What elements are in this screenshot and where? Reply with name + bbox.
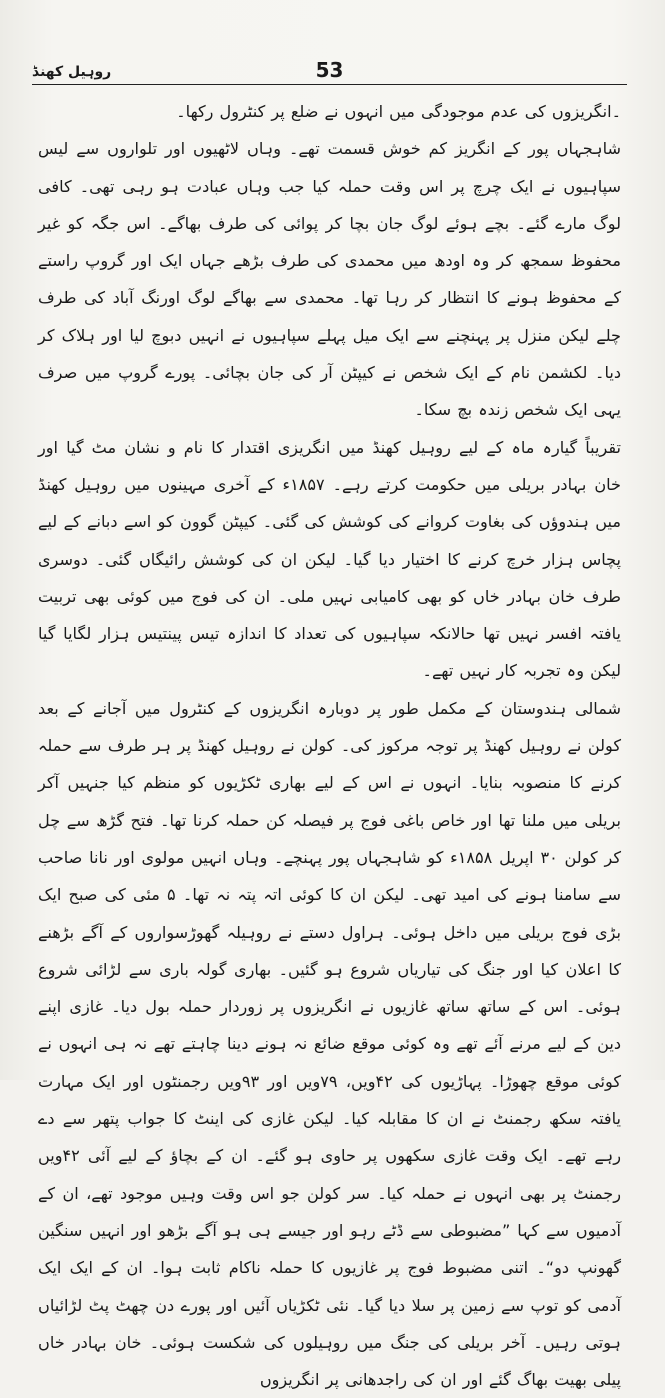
page-number: 53 (315, 58, 344, 82)
running-title: روہیل کھنڈ (32, 64, 112, 80)
paragraph: شاہجہاں پور کے انگریز کم خوش قسمت تھے۔ وہاں لاٹھیوں اور تلواروں سے لیس سپاہیوں نے ایک چرچ پر اس وقت حملہ کیا جب وہاں عبادت ہو رہی تھی۔ کافی لوگ مارے گئے۔ بچے ہوئے لوگ جان بچا کر پوائی کی طرف بھاگے۔ اس جگہ کو غیر محفوظ سمجھ کر وہ اودھ میں محمدی کی طرف بڑھے جہاں ایک اور گروپ راستے کے محفوظ ہونے کا انتظار کر رہا تھا۔ محمدی سے بھاگے لوگ اورنگ آباد کی طرف چلے لیکن منزل پر پہنچنے سے ایک میل پہلے سپاہیوں نے انہیں دبوچ لیا اور ہلاک کر دیا۔ لکشمن نام کے ایک شخص نے کیپٹن آر کی جان بچائی۔ پورے گروپ میں صرف یہی ایک شخص زندہ بچ سکا۔ (38, 139, 621, 420)
paragraph: شمالی ہندوستان کے مکمل طور پر دوبارہ انگریزوں کے کنٹرول میں آجانے کے بعد کولن نے روہیل کھنڈ پر توجہ مرکوز کی۔ کولن نے روہیل کھنڈ پر ہر طرف سے حملہ کرنے کا منصوبہ بنایا۔ انہوں نے اس کے لیے بھاری ٹکڑیوں کو منظم کیا جنہیں آکر بریلی میں ملنا تھا اور خاص باغی فوج پر فیصلہ کن حملہ کرنا تھا۔ فتح گڑھ سے چل کر کولن ۳۰ اپریل ۱۸۵۸ء کو شاہجہاں پور پہنچے۔ وہاں انہیں مولوی اور نانا صاحب سے سامنا ہونے کی امید تھی۔ لیکن ان کا کوئی اتہ پتہ نہ تھا۔ ۵ مئی کی صبح ایک بڑی فوج بریلی میں داخل ہوئی۔ ہراول دستے نے روہیلہ گھوڑسواروں کے آگے بڑھنے کا اعلان کیا اور جنگ کی تیاریاں شروع ہو گئیں۔ بھاری گولہ باری سے لڑائی شروع ہوئی۔ اس کے ساتھ ساتھ غازیوں نے انگریزوں پر زوردار حملہ بول دیا۔ غازی اپنے دین کے لیے مرنے آئے تھے وہ کوئی موقع ضائع نہ ہونے دینا چاہتے تھے نہ ہی انہوں نے کوئی موقع چھوڑا۔ پہاڑیوں کی ۴۲ویں، ۷۹ویں اور ۹۳ویں رجمنٹوں اور ایک مہارت یافتہ سکھ رجمنٹ نے ان کا مقابلہ کیا۔ لیکن غازی کی اینٹ کا جواب پتھر سے دے رہے تھے۔ ایک وقت غازی سکھوں پر حاوی ہو گئے۔ ان کے بچاؤ کے لیے آئی ۴۲ویں رجمنٹ پر بھی انہوں نے حملہ کیا۔ سر کولن جو اس وقت وہیں موجود تھے، ان کے آدمیوں سے کہا ”مضبوطی سے ڈٹے رہو اور جیسے ہی ہو آگے بڑھو اور انہیں سنگین گھونپ دو“۔ اتنی مضبوط فوج پر غازیوں کا حملہ ناکام ثابت ہوا۔ ان کے ایک ایک آدمی کو توپ سے زمین پر سلا دیا گیا۔ نئی ٹکڑیاں آئیں اور پورے دن چھٹ پٹ لڑائیاں ہوتی رہیں۔ آخر بریلی کی جنگ میں روہیلوں کی شکست ہوئی۔ خان بہادر خاں پیلی بھیت بھاگ گئے اور ان کی راجدھانی پر انگریزوں (38, 698, 622, 1390)
paragraph: ۔انگریزوں کی عدم موجودگی میں انہوں نے ضلع پر کنٹرول رکھا۔ (176, 102, 621, 121)
page-body (38, 93, 621, 1398)
header-rule (32, 84, 627, 85)
paragraph: تقریباً گیارہ ماہ کے لیے روہیل کھنڈ میں انگریزی اقتدار کا نام و نشان مٹ گیا اور خان بہادر بریلی میں حکومت کرتے رہے۔ ۱۸۵۷ء کے آخری مہینوں میں روہیل کھنڈ میں ہندوؤں کی بغاوت کروانے کی کوشش کی گئی۔ کیپٹن گوون کو اسے دبانے کے لیے پچاس ہزار خرچ کرنے کا اختیار دیا گیا۔ لیکن ان کی کوشش رائیگاں گئی۔ دوسری طرف خان بہادر خاں کو بھی کامیابی نہیں ملی۔ ان کی فوج میں کوئی بھی تربیت یافتہ افسر نہیں تھا حالانکہ سپاہیوں کی تعداد کا اندازہ تیس پینتیس ہزار لگایا گیا لیکن وہ تجربہ کار نہیں تھے۔ (38, 437, 621, 681)
